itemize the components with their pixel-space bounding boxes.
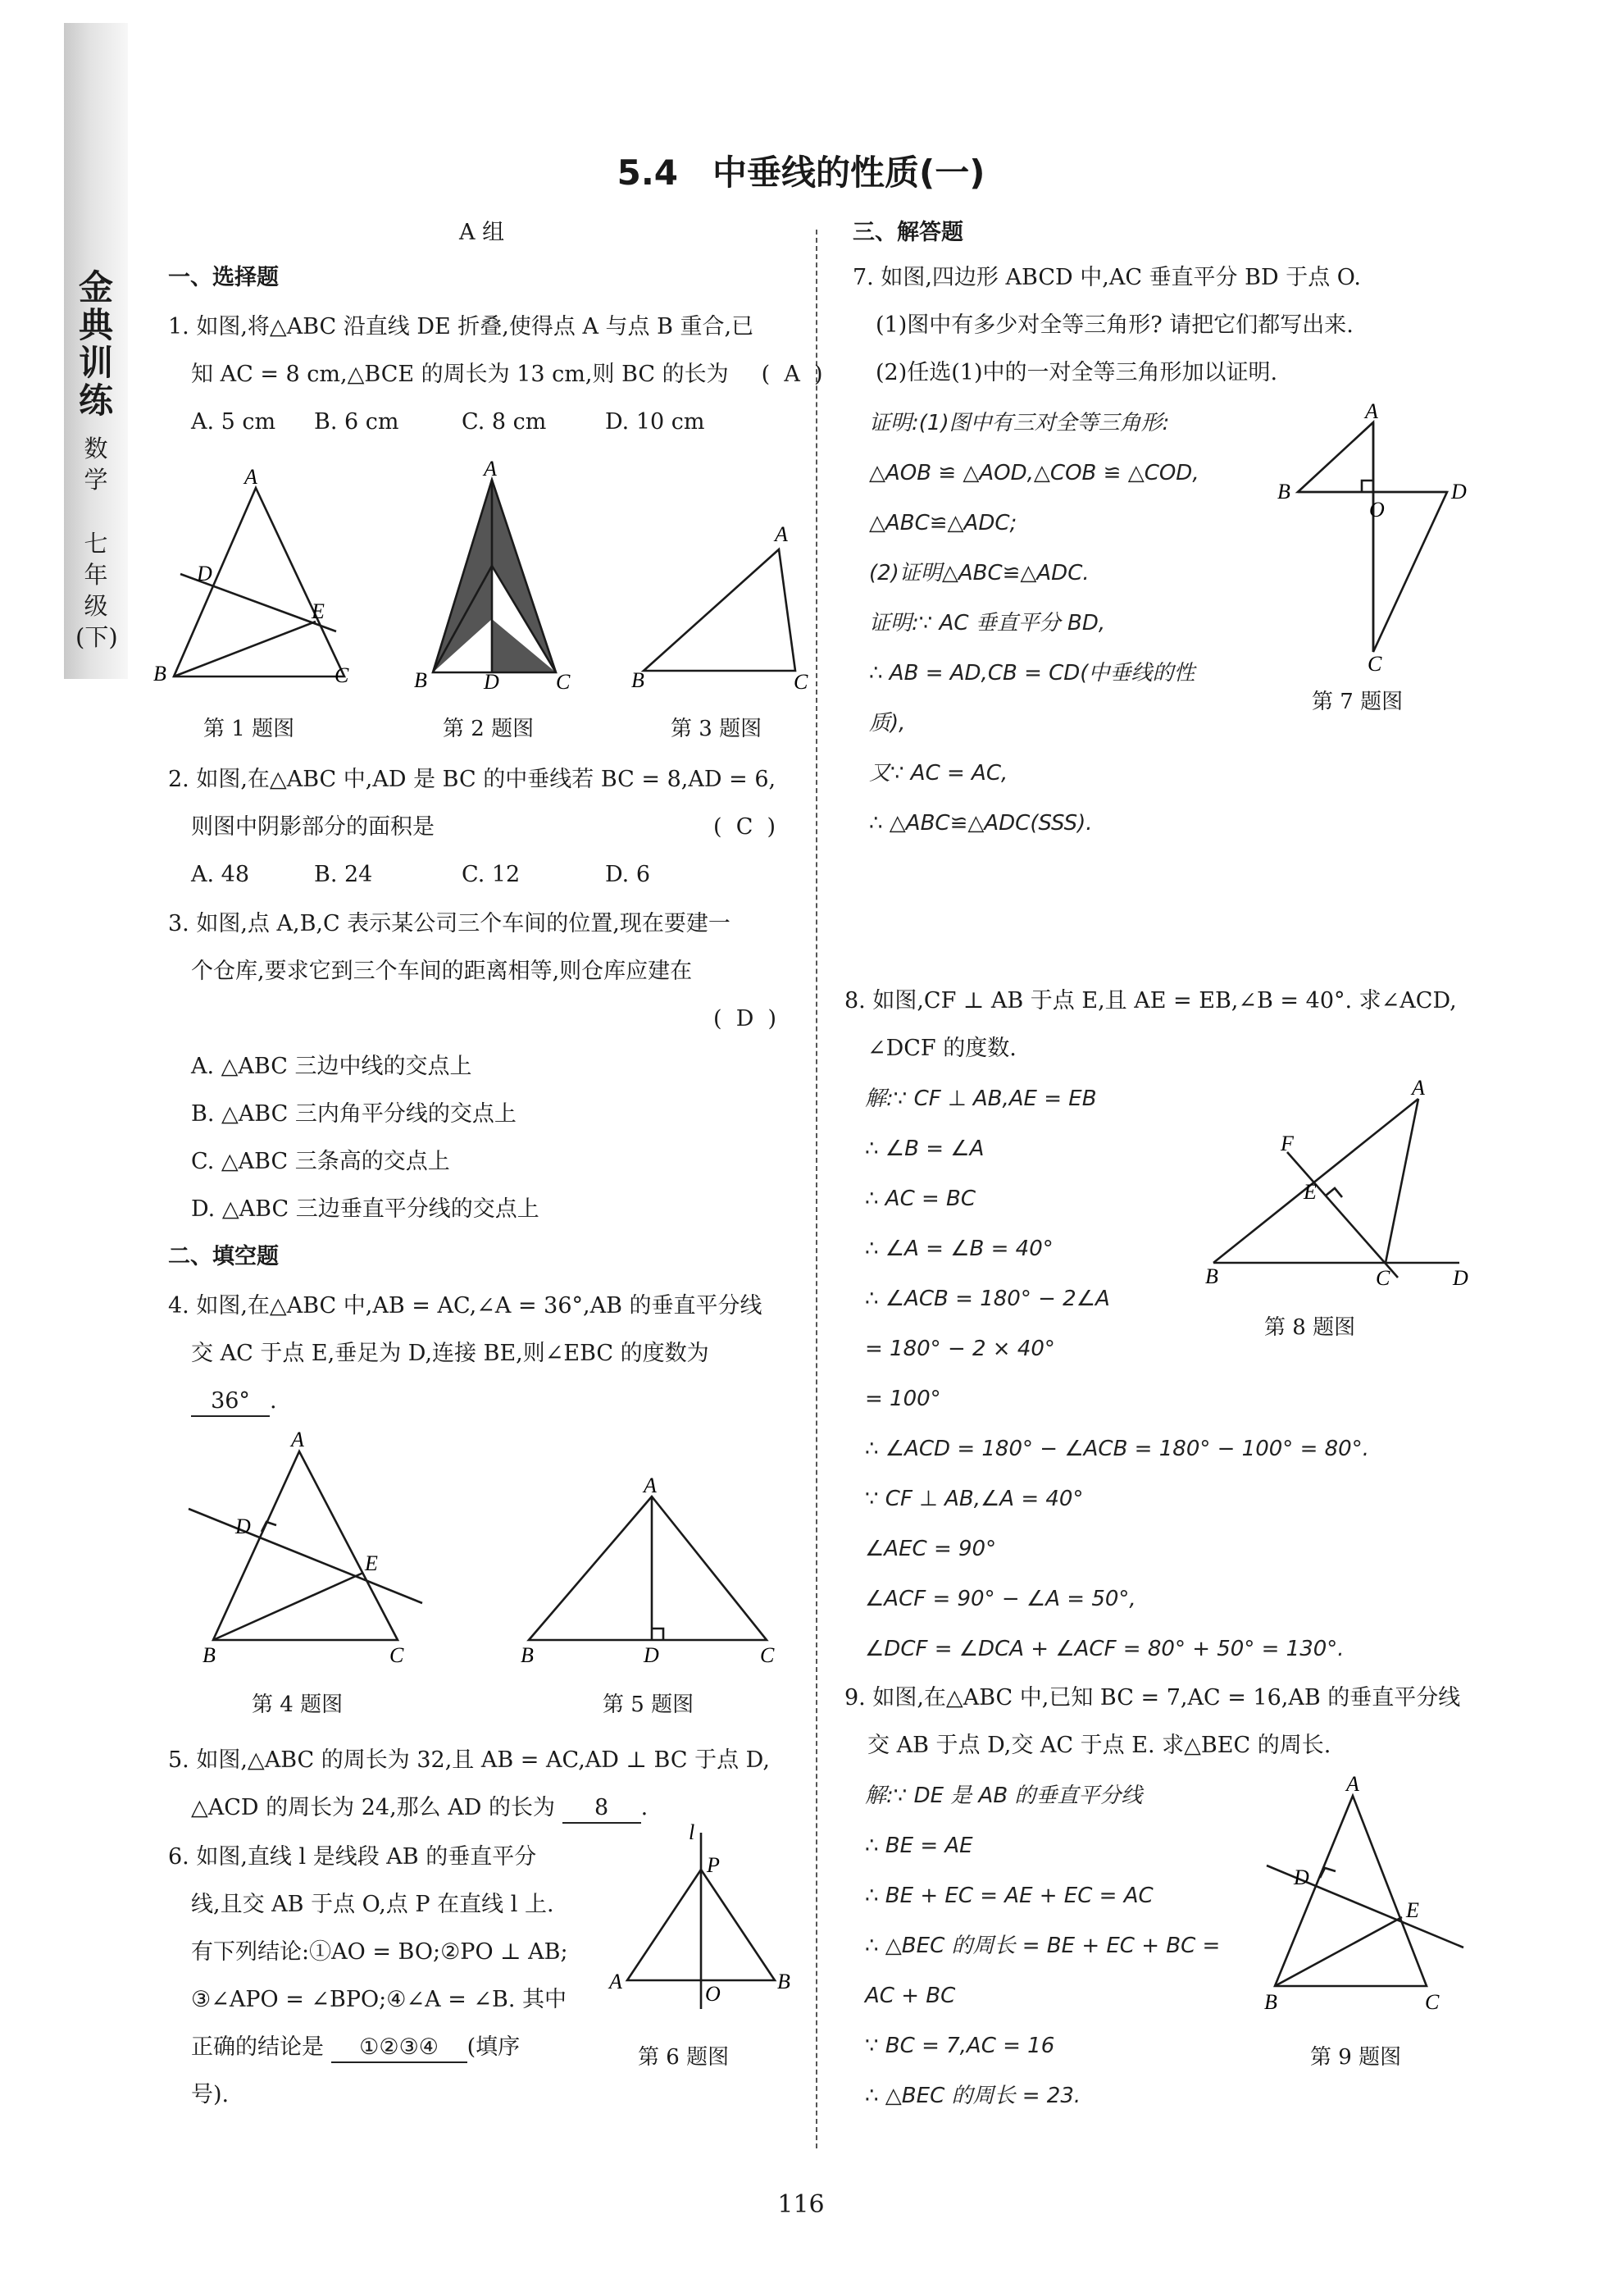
q6-line5: 正确的结论是 ①②③④ (填序 [191,2024,520,2071]
q9-work-line: ∵ BC = 7,AC = 16 [865,2034,1055,2058]
fig9-label-D: D [1294,1866,1309,1889]
fig5-label-A: A [644,1474,657,1497]
figure-5 [517,1476,779,1665]
fig8-label-A: A [1412,1076,1425,1100]
series-brand: 金典训练 [78,267,113,421]
fig8-label-E: E [1304,1180,1317,1204]
fig7-label-C: C [1368,652,1382,676]
q3-option-c: C. △ABC 三条高的交点上 [191,1149,450,1174]
q1-options: A. 5 cm B. 6 cm C. 8 cm D. 10 cm [191,409,705,435]
q9-work-line: ∴ △BEC 的周长 = BE + EC + BC = [865,1934,1221,1958]
fig6-label-B: B [777,1970,790,1993]
q7-handwritten-solution [869,399,1199,849]
q6-answer: ①②③④ [331,2034,467,2063]
fig1-label-E: E [312,599,325,623]
figure-4 [184,1427,430,1673]
fig2-caption: 第 2 题图 [443,717,535,741]
q7-line2: (1)图中有多少对全等三角形? 请把它们都写出来. [876,312,1354,338]
q8-work-line: ∴ ∠ACB = 180° − 2∠A [865,1287,1110,1311]
fig3-label-B: B [631,668,644,692]
fig4-label-B: B [203,1643,216,1667]
section-fill: 二、填空题 [168,1244,279,1269]
q3-option-a: A. △ABC 三边中线的交点上 [191,1054,472,1079]
q8-work-line: = 180° − 2 × 40° [865,1337,1055,1361]
fig4-label-C: C [389,1643,404,1667]
fig1-label-C: C [335,663,349,687]
q5-line1: 5. 如图,△ABC 的周长为 32,且 AB = AC,AD ⊥ BC 于点 D, [168,1747,770,1773]
figure-2 [377,459,615,705]
q9-work-line: ∴ △BEC 的周长 = 23. [865,2084,1081,2108]
figure-9 [1254,1771,1476,2017]
fig4-caption: 第 4 题图 [252,1692,344,1717]
fig6-label-O: O [705,1982,721,2006]
fig8-label-C: C [1376,1266,1390,1290]
fig7-label-B: B [1277,480,1290,503]
q9-work-line: AC + BC [865,1984,956,2008]
q8-work-line: ∠ACF = 90° − ∠A = 50°, [865,1587,1136,1611]
fig2-label-C: C [556,670,571,694]
fig5-caption: 第 5 题图 [603,1692,694,1717]
q8-line1: 8. 如图,CF ⊥ AB 于点 E,且 AE = EB,∠B = 40°. 求∠ACD, [844,988,1457,1014]
q8-work-line: ∴ AC = BC [865,1187,976,1211]
group-label: A 组 [459,220,505,245]
figure-3 [623,517,820,697]
fig5-label-B: B [521,1643,534,1667]
figure-8 [1197,1074,1476,1290]
fig4-label-A: A [291,1428,304,1451]
q7-work-line: △ABC≌△ADC; [869,511,1017,535]
fig1-label-B: B [153,662,166,686]
fig9-label-B: B [1264,1990,1277,2014]
q8-line2: ∠DCF 的度数. [867,1036,1017,1061]
fig3-label-A: A [775,522,788,546]
q7-work-line: ∴ AB = AD,CB = CD(中垂线的性 [869,661,1195,686]
fig7-caption: 第 7 题图 [1312,690,1404,714]
q2-line1: 2. 如图,在△ABC 中,AD 是 BC 的中垂线若 BC = 8,AD = 6, [168,767,776,792]
figure-6 [607,1820,803,2013]
grade-label: 七年级(下) [75,530,118,651]
fig9-caption: 第 9 题图 [1310,2045,1402,2070]
fig5-label-C: C [760,1643,775,1667]
q1-line2: 知 AC = 8 cm,△BCE 的周长为 13 cm,则 BC 的长为 ( A ) [191,362,823,387]
fig7-label-A: A [1365,399,1378,423]
sidebar-strip [64,23,128,679]
q9-handwritten-solution [865,1771,1220,2121]
q4-answer: 36° [191,1387,270,1417]
fig6-label-l: l [689,1820,695,1844]
fig9-label-C: C [1425,1990,1440,2014]
q2-line2: 则图中阴影部分的面积是 [191,814,435,840]
q5-answer: 8 [562,1794,641,1824]
q8-work-line: ∠DCF = ∠DCA + ∠ACF = 80° + 50° = 130°. [865,1637,1345,1661]
q6-line1: 6. 如图,直线 l 是线段 AB 的垂直平分 [168,1844,537,1870]
figure-7 [1271,399,1484,676]
fig2-label-D: D [484,670,499,694]
subject-label: 数学 [84,435,108,494]
fig8-label-B: B [1205,1264,1218,1288]
fig1-label-A: A [244,465,257,489]
q3-line1: 3. 如图,点 A,B,C 表示某公司三个车间的位置,现在要建一 [168,911,730,936]
fig3-label-C: C [794,670,808,694]
fig2-label-A: A [484,457,497,481]
q7-work-line: ∴ △ABC≌△ADC(SSS). [869,811,1093,836]
q8-work-line: ∴ ∠A = ∠B = 40° [865,1237,1054,1261]
q7-work-line: 证明:∵ AC 垂直平分 BD, [869,611,1106,636]
page-number: 116 [777,2190,825,2219]
q6-line2: 线,且交 AB 于点 O,点 P 在直线 l 上. [191,1892,554,1917]
q5-line2: △ACD 的周长为 24,那么 AD 的长为 8 . [191,1784,648,1832]
figure-1 [148,467,361,705]
q2-options: A. 48 B. 24 C. 12 D. 6 [191,862,651,887]
q3-option-d: D. △ABC 三边垂直平分线的交点上 [191,1196,539,1222]
fig3-caption: 第 3 题图 [671,717,762,741]
q8-work-line: 解:∵ CF ⊥ AB,AE = EB [865,1086,1097,1111]
fig1-label-D: D [197,562,212,585]
q3-option-b: B. △ABC 三内角平分线的交点上 [191,1101,517,1127]
q9-work-line: ∴ BE = AE [865,1834,973,1858]
q8-work-line: ∵ CF ⊥ AB,∠A = 40° [865,1487,1084,1511]
fig1-caption: 第 1 题图 [203,717,295,741]
q8-work-line: ∠AEC = 90° [865,1537,997,1561]
fig6-label-P: P [707,1853,720,1877]
fig8-label-F: F [1281,1132,1294,1155]
q7-work-line: △AOB ≌ △AOD,△COB ≌ △COD, [869,461,1199,485]
q1-line1: 1. 如图,将△ABC 沿直线 DE 折叠,使得点 A 与点 B 重合,已 [168,314,754,339]
q8-work-line: ∴ ∠B = ∠A [865,1137,985,1161]
q1-answer: A [784,362,800,387]
fig8-label-D: D [1453,1266,1468,1290]
fig4-label-D: D [235,1515,251,1538]
q2-answer-box: ( C ) [713,814,776,840]
fig8-caption: 第 8 题图 [1264,1315,1356,1340]
fig7-label-D: D [1451,480,1467,503]
q7-work-line: (2)证明△ABC≌△ADC. [869,561,1090,585]
q9-line1: 9. 如图,在△ABC 中,已知 BC = 7,AC = 16,AB 的垂直平分线 [844,1685,1461,1711]
q4-line2: 交 AC 于点 E,垂足为 D,连接 BE,则∠EBC 的度数为 [191,1341,709,1366]
fig9-label-E: E [1406,1898,1419,1922]
q3-answer-box: ( D ) [713,1006,777,1032]
section-choice: 一、选择题 [168,265,279,290]
page-title: 5.4 中垂线的性质(一) [617,153,985,193]
fig4-label-E: E [365,1551,378,1575]
q7-line1: 7. 如图,四边形 ABCD 中,AC 垂直平分 BD 于点 O. [853,265,1361,290]
fig7-label-O: O [1369,498,1385,522]
q9-line2: 交 AB 于点 D,交 AC 于点 E. 求△BEC 的周长. [867,1733,1331,1758]
q9-work-line: ∴ BE + EC = AE + EC = AC [865,1884,1154,1908]
q7-work-line: 又∵ AC = AC, [869,761,1008,786]
q2-answer: C [735,814,753,840]
fig2-label-B: B [414,668,427,692]
q9-work-line: 解:∵ DE 是 AB 的垂直平分线 [865,1784,1143,1808]
q8-work-line: = 100° [865,1387,941,1411]
q4-line1: 4. 如图,在△ABC 中,AB = AC,∠A = 36°,AB 的垂直平分线 [168,1293,762,1319]
q6-line4: ③∠APO = ∠BPO;④∠A = ∠B. 其中 [191,1987,567,2012]
q4-answer-line: 36° . [191,1378,277,1425]
fig5-label-D: D [644,1643,659,1667]
section-solve: 三、解答题 [853,220,963,245]
q6-line6: 号). [191,2082,230,2107]
q7-line3: (2)任选(1)中的一对全等三角形加以证明. [876,360,1278,385]
q3-line2: 个仓库,要求它到三个车间的距离相等,则仓库应建在 [191,959,693,984]
q7-work-line: 证明:(1)图中有三对全等三角形: [869,411,1170,435]
q7-work-line: 质), [869,711,906,736]
fig6-label-A: A [609,1970,622,1993]
q8-work-line: ∴ ∠ACD = 180° − ∠ACB = 180° − 100° = 80°. [865,1437,1369,1461]
fig9-label-A: A [1346,1772,1359,1796]
q6-line3: 有下列结论:①AO = BO;②PO ⊥ AB; [191,1939,568,1965]
q3-answer: D [735,1006,754,1032]
fig6-caption: 第 6 题图 [638,2045,730,2070]
